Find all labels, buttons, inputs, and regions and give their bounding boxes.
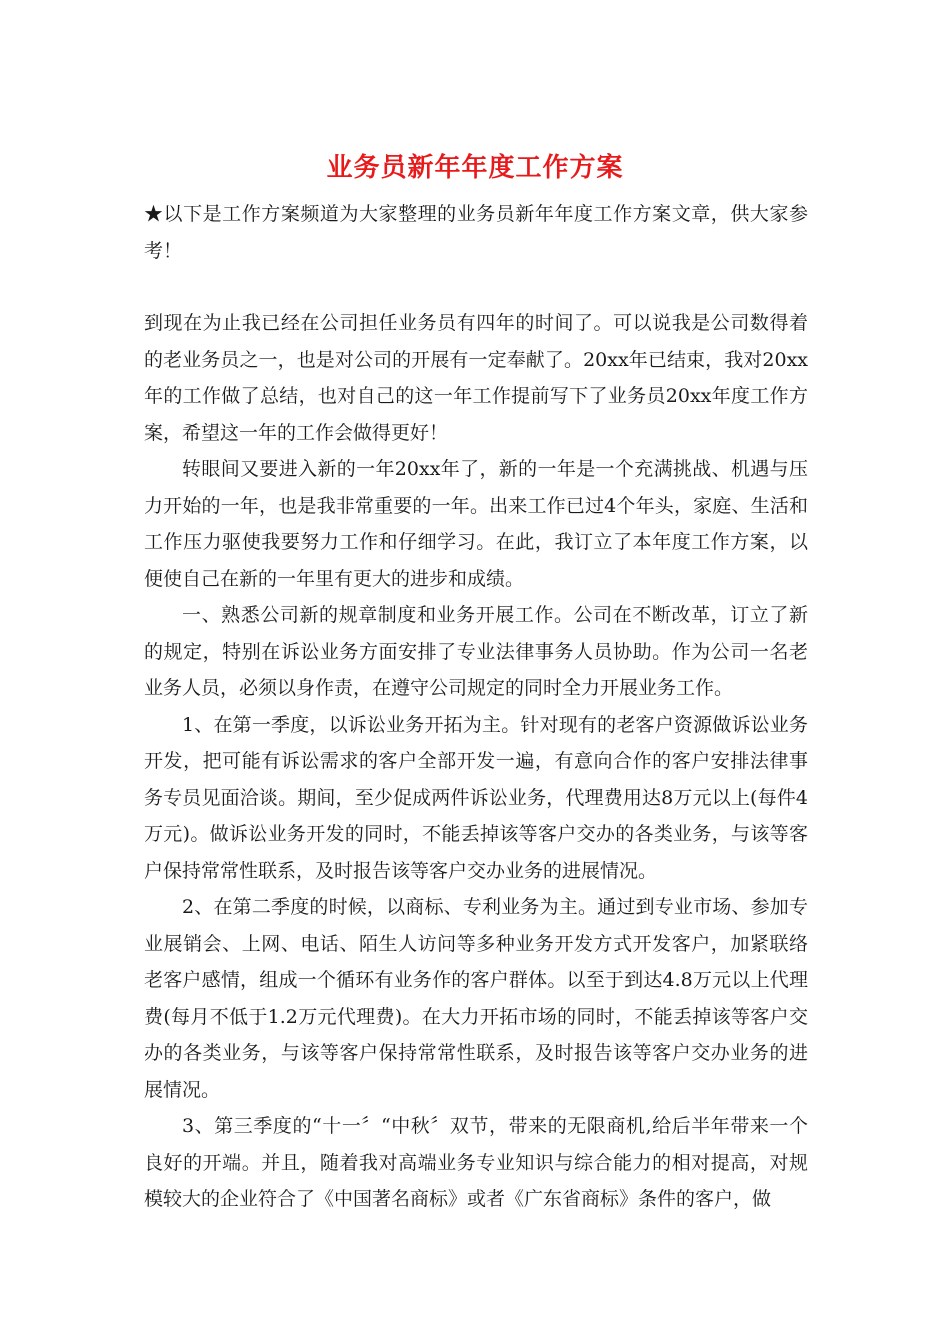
body-paragraph-4: 1、在第一季度，以诉讼业务开拓为主。针对现有的老客户资源做诉讼业务开发，把可能有诉讼需求的客户全部开发一遍，有意向合作的客户安排法律事务专员见面洽谈。期间，至少促成两件诉讼业务，代理费用达8万元以上(每件4万元)。做诉讼业务开发的同时，不能丢掉该等客户交办的各类业务，与该等客户保持常常性联系，及时报告该等客户交办业务的进展情况。 xyxy=(144,713,808,882)
document-title: 业务员新年年度工作方案 xyxy=(326,153,624,183)
body-paragraph-5: 2、在第二季度的时候，以商标、专利业务为主。通过到专业市场、参加专业展销会、上网、电话、陌生人访问等多种业务开发方式开发客户，加紧联络老客户感情，组成一个循环有业务作的客户群体。以至于到达4.8万元以上代理费(每月不低于1.2万元代理费)。在大力开拓市场的同时，不能丢掉该等客户交办的各类业务，与该等客户保持常常性联系，及时报告该等客户交办业务的进展情况。 xyxy=(144,896,808,1101)
body-paragraph-3: 一、熟悉公司新的规章制度和业务开展工作。公司在不断改革，订立了新的规定，特别在诉讼业务方面安排了专业法律事务人员协助。作为公司一名老业务人员，必须以身作责，在遵守公司规定的同时全力开展业务工作。 xyxy=(144,604,808,699)
document-body xyxy=(144,196,808,1218)
body-paragraph-2: 转眼间又要进入新的一年20xx年了，新的一年是一个充满挑战、机遇与压力开始的一年，也是我非常重要的一年。出来工作已过4个年头，家庭、生活和工作压力驱使我要努力工作和仔细学习。在此，我订立了本年度工作方案，以便使自己在新的一年里有更大的进步和成绩。 xyxy=(144,458,808,590)
intro-paragraph: ★以下是工作方案频道为大家整理的业务员新年年度工作方案文章，供大家参考！ xyxy=(144,203,808,262)
body-paragraph-1: 到现在为止我已经在公司担任业务员有四年的时间了。可以说我是公司数得着的老业务员之一，也是对公司的开展有一定奉献了。20xx年已结束，我对20xx年的工作做了总结，也对自己的这一年工作提前写下了业务员20xx年度工作方案，希望这一年的工作会做得更好！ xyxy=(144,312,808,444)
body-paragraph-6: 3、第三季度的“十一〞“中秋〞双节，带来的无限商机,给后半年带来一个良好的开端。并且，随着我对高端业务专业知识与综合能力的相对提高，对规模较大的企业符合了《中国著名商标》或者《广东省商标》条件的客户，做 xyxy=(144,1115,808,1210)
paragraph-gap xyxy=(144,269,808,305)
